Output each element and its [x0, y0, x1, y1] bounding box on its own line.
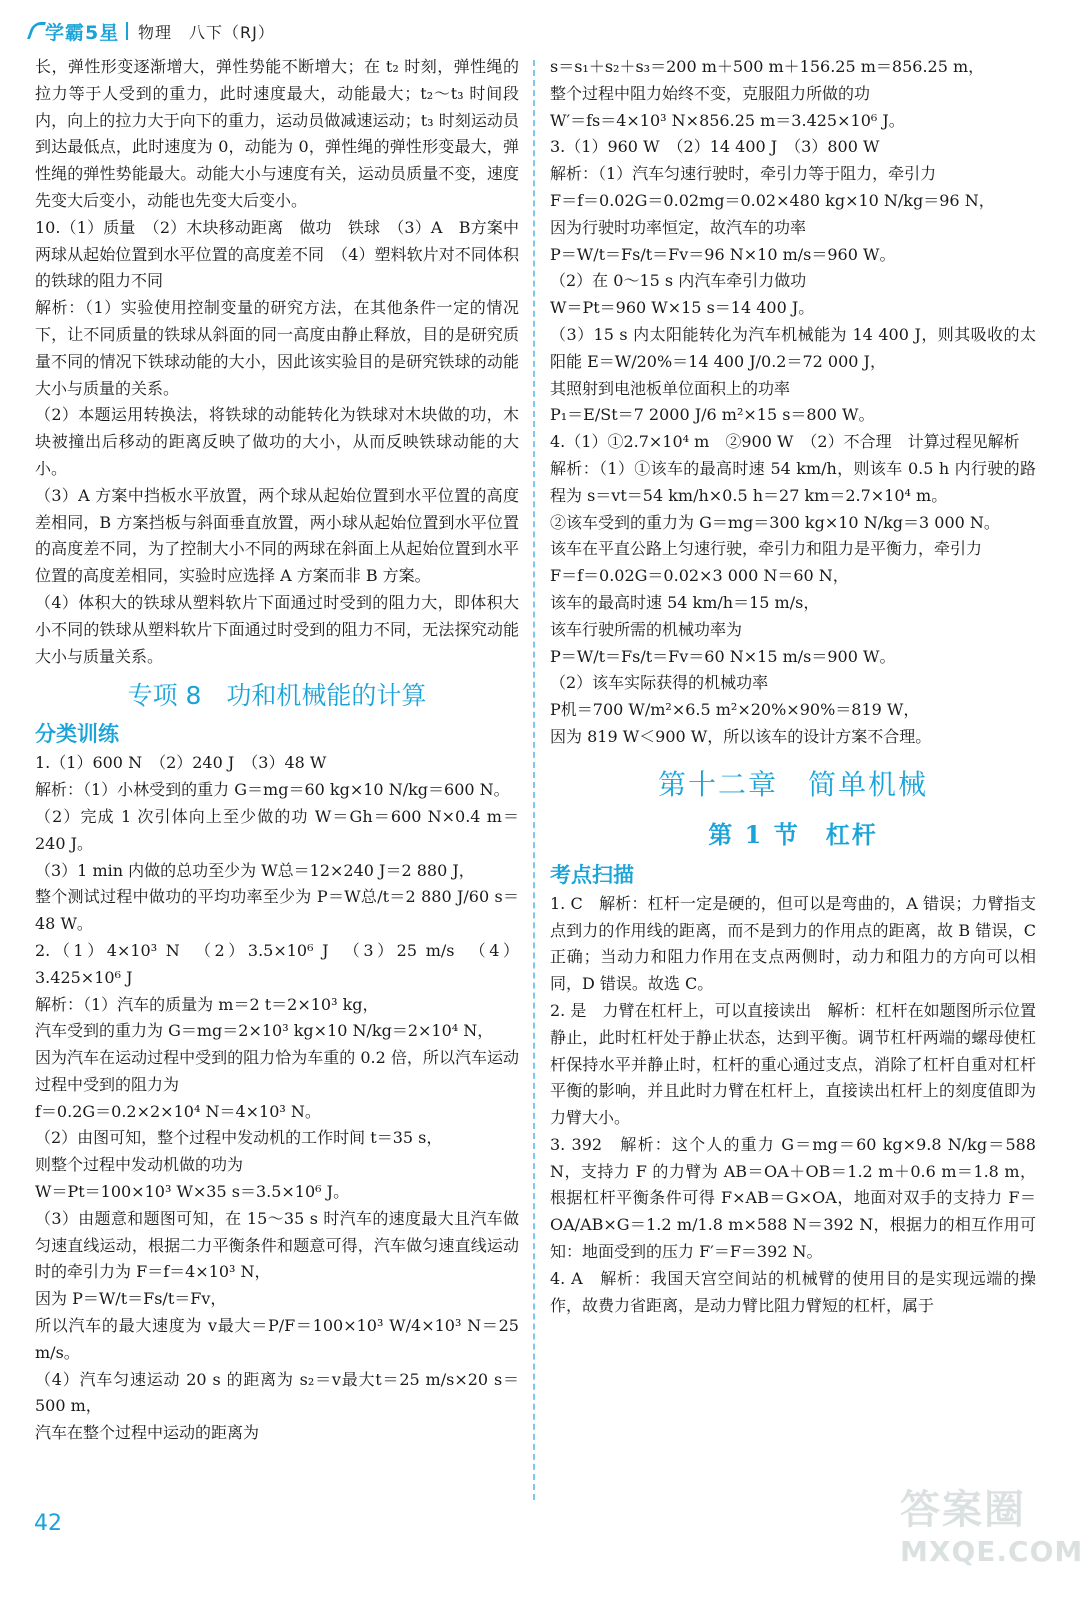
answer-paragraph: 其照射到电池板单位面积上的功率 — [550, 378, 791, 398]
answer-paragraph: 3. 392 解析：这个人的重力 G＝mg＝60 kg×9.8 N/kg＝588 N，支持力 F 的力臂为 AB＝OA＋OB＝1.2 m＋0.6 m＝1.8 m，根据杠杆平衡条件可得 F×AB＝G×OA，地面对双手的支持力 F＝OA/AB×G＝1.2 m/1.8 m×588 N＝392 N，根据力的相互作用可知：地面受到的压力 F′＝F＝392 N。 — [550, 1134, 1036, 1262]
answer-paragraph: 解析：（1）①该车的最高时速 54 km/h，则该车 0.5 h 内行驶的路程为 s＝vt＝54 km/h×0.5 h＝27 km＝2.7×10⁴ m。 — [550, 458, 1036, 505]
header-separator — [126, 22, 128, 40]
answer-paragraph: 整个过程中阻力始终不变，克服阻力所做的功 — [550, 83, 871, 103]
answer-paragraph: 因为 819 W＜900 W，所以该车的设计方案不合理。 — [550, 726, 932, 746]
answer-paragraph: 4.（1）①2.7×10⁴ m ②900 W （2）不合理 计算过程见解析 — [550, 432, 1020, 452]
watermark — [900, 1478, 1084, 1588]
answer-paragraph: （2）该车实际获得的机械功率 — [550, 673, 769, 693]
chapter-heading: 第十二章 简单机械 — [657, 767, 928, 801]
answer-paragraph: （4）汽车匀速运动 20 s 的距离为 s₂＝v最大t＝25 m/s×20 s＝500 m， — [35, 1369, 519, 1416]
answer-paragraph: （4）体积大的铁球从塑料软片下面通过时受到的阻力大，即体积大小不同的铁球从塑料软片下面通过时受到的阻力不同，无法探究动能大小与质量关系。 — [35, 592, 519, 666]
answer-paragraph: 2.（1）4×10³ N （2）3.5×10⁶ J （3）25 m/s （4）3.425×10⁶ J — [35, 940, 519, 987]
answer-paragraph: 整个测试过程中做功的平均功率至少为 P＝W总/t＝2 880 J/60 s＝48 W。 — [35, 887, 519, 934]
topic-heading: 专项 8 功和机械能的计算 — [127, 681, 427, 711]
answer-paragraph: F＝f＝0.02G＝0.02mg＝0.02×480 kg×10 N/kg＝96 N， — [550, 190, 995, 210]
answer-paragraph: W＝Pt＝100×10³ W×35 s＝3.5×10⁶ J。 — [35, 1182, 350, 1202]
answer-paragraph: 1.（1）600 N （2）240 J （3）48 W — [35, 753, 327, 773]
answer-paragraph: 2. 是 力臂在杠杆上，可以直接读出 解析：杠杆在如题图所示位置静止，此时杠杆处于静止状态，达到平衡。调节杠杆两端的螺母使杠杆保持水平并静止时，杠杆的重心通过支点，消除了杠杆自重对杠杆平衡的影响，并且此时力臂在杠杆上，直接读出杠杆上的刻度值即为力臂大小。 — [550, 1000, 1036, 1128]
answer-paragraph: 该车在平直公路上匀速行驶，牵引力和阻力是平衡力，牵引力 — [550, 539, 983, 559]
answer-paragraph: 因为汽车在运动过程中受到的阻力恰为车重的 0.2 倍，所以汽车运动过程中受到的阻力为 — [35, 1048, 519, 1094]
answer-paragraph: P＝W/t＝Fs/t＝Fv＝96 N×10 m/s＝960 W。 — [550, 244, 896, 264]
answer-paragraph: P₁＝E/St＝7 2000 J/6 m²×15 s＝800 W。 — [550, 405, 875, 425]
answer-paragraph: P＝W/t＝Fs/t＝Fv＝60 N×15 m/s＝900 W。 — [550, 646, 896, 666]
left-column — [35, 54, 519, 1447]
answer-paragraph: 因为 P＝W/t＝Fs/t＝Fv， — [35, 1289, 227, 1309]
answer-paragraph: 4. A 解析：我国天宫空间站的机械臂的使用目的是实现远端的操作，故费力省距离，是动力臂比阻力臂短的杠杆，属于 — [550, 1268, 1036, 1315]
answer-paragraph: 10.（1）质量 （2）木块移动距离 做功 铁球 （3）A B方案中两球从起始位置到水平位置的高度差不同 （4）塑料软片对不同体积的铁球的阻力不同 — [35, 217, 519, 291]
answer-paragraph: ②该车受到的重力为 G＝mg＝300 kg×10 N/kg＝3 000 N。 — [550, 512, 1000, 532]
answer-paragraph: （2）在 0～15 s 内汽车牵引力做功 — [550, 271, 807, 291]
watermark-url: MXQE.COM — [900, 1535, 1084, 1568]
answer-paragraph: （2）由图可知，整个过程中发动机的工作时间 t＝35 s， — [35, 1128, 443, 1148]
answer-paragraph: 解析：（1）汽车匀速行驶时，牵引力等于阻力，牵引力 — [550, 164, 937, 184]
answer-paragraph: W＝Pt＝960 W×15 s＝14 400 J。 — [550, 298, 815, 318]
answer-paragraph: 解析：（1）小林受到的重力 G＝mg＝60 kg×10 N/kg＝600 N。 — [35, 780, 510, 800]
subsection-heading: 考点扫描 — [550, 862, 634, 887]
answer-paragraph: （3）A 方案中挡板水平放置，两个球从起始位置到水平位置的高度差相同，B 方案挡板与斜面垂直放置，两小球从起始位置到水平位置的高度差不同，为了控制大小不同的两球在斜面上从起始位置到水平位置的高度差相同，实验时应选择 A 方案而非 B 方案。 — [35, 485, 519, 586]
answer-paragraph: 汽车受到的重力为 G＝mg＝2×10³ kg×10 N/kg＝2×10⁴ N， — [35, 1021, 494, 1041]
answer-paragraph: 该车行驶所需的机械功率为 — [550, 619, 743, 639]
answer-paragraph: P机＝700 W/m²×6.5 m²×20%×90%＝819 W， — [550, 700, 920, 720]
answer-paragraph: W′＝fs＝4×10³ N×856.25 m＝3.425×10⁶ J。 — [550, 110, 905, 130]
answer-paragraph: f＝0.2G＝0.2×2×10⁴ N＝4×10³ N。 — [35, 1101, 321, 1121]
book-title: 物理 八下（RJ） — [138, 23, 275, 42]
brand-logo: 学霸5星 — [30, 18, 119, 45]
answer-paragraph: 则整个过程中发动机做的功为 — [35, 1155, 244, 1175]
answer-paragraph: 解析：（1）实验使用控制变量的研究方法，在其他条件一定的情况下，让不同质量的铁球从斜面的同一高度由静止释放，目的是研究质量不同的情况下铁球动能的大小，因此该实验目的是研究铁球的动能大小与质量的关系。 — [35, 298, 519, 398]
answer-paragraph: （2）完成 1 次引体向上至少做的功 W＝Gh＝600 N×0.4 m＝240 J。 — [35, 806, 519, 853]
answer-paragraph: 所以汽车的最大速度为 v最大＝P/F＝100×10³ W/4×10³ N＝25 m/s。 — [35, 1316, 519, 1362]
answer-paragraph: 该车的最高时速 54 km/h＝15 m/s， — [550, 592, 820, 612]
answer-paragraph: 因为行驶时功率恒定，故汽车的功率 — [550, 217, 807, 237]
answer-paragraph: 汽车在整个过程中运动的距离为 — [35, 1423, 260, 1443]
page-header — [30, 18, 1060, 48]
answer-paragraph: （2）本题运用转换法，将铁球的动能转化为铁球对木块做的功，木块被撞出后移动的距离反映了做功的大小，从而反映铁球动能的大小。 — [35, 405, 519, 478]
column-divider — [533, 60, 535, 1500]
answer-paragraph: 解析：（1）汽车的质量为 m＝2 t＝2×10³ kg， — [35, 994, 379, 1014]
logo-icon — [27, 22, 46, 39]
watermark-logo: 答案圈 — [900, 1487, 1026, 1533]
answer-paragraph: （3）15 s 内太阳能转化为汽车机械能为 14 400 J，则其吸收的太阳能 E＝W/20%＝14 400 J/0.2＝72 000 J， — [550, 324, 1036, 371]
answer-paragraph: 1. C 解析：杠杆一定是硬的，但可以是弯曲的，A 错误；力臂指支点到力的作用线的距离，而不是到力的作用点的距离，故 B 错误，C 正确；当动力和阻力作用在支点两侧时，动力和阻力的方向可以相同，D 错误。故选 C。 — [550, 893, 1036, 994]
page-number: 42 — [34, 1511, 62, 1536]
answer-paragraph: 长，弹性形变逐渐增大，弹性势能不断增大；在 t₂ 时刻，弹性绳的拉力等于人受到的重力，此时速度最大，动能最大；t₂～t₃ 时间段内，向上的拉力大于向下的重力，运动员做减速运动；t₃ 时刻运动员到达最低点，此时速度为 0，动能为 0，弹性绳的弹性形变最大，弹性绳的弹性势能最大。动能大小与速度有关，运动员质量不变，速度先变大后变小，动能也先变大后变小。 — [35, 57, 519, 210]
answer-paragraph: s＝s₁＋s₂＋s₃＝200 m＋500 m＋156.25 m＝856.25 m， — [550, 57, 985, 76]
subsection-heading: 分类训练 — [35, 722, 119, 747]
answer-paragraph: （3）由题意和题图可知，在 15～35 s 时汽车的速度最大且汽车做匀速直线运动，根据二力平衡条件和题意可得，汽车做匀速直线运动时的牵引力为 F＝f＝4×10³ N， — [35, 1208, 519, 1282]
right-column — [550, 54, 1036, 1319]
answer-paragraph: （3）1 min 内做的总功至少为 W总＝12×240 J＝2 880 J， — [35, 860, 475, 880]
answer-paragraph: 3.（1）960 W （2）14 400 J （3）800 W — [550, 137, 880, 157]
answer-paragraph: F＝f＝0.02G＝0.02×3 000 N＝60 N， — [550, 566, 849, 586]
section-heading: 第 1 节 杠杆 — [708, 819, 878, 849]
